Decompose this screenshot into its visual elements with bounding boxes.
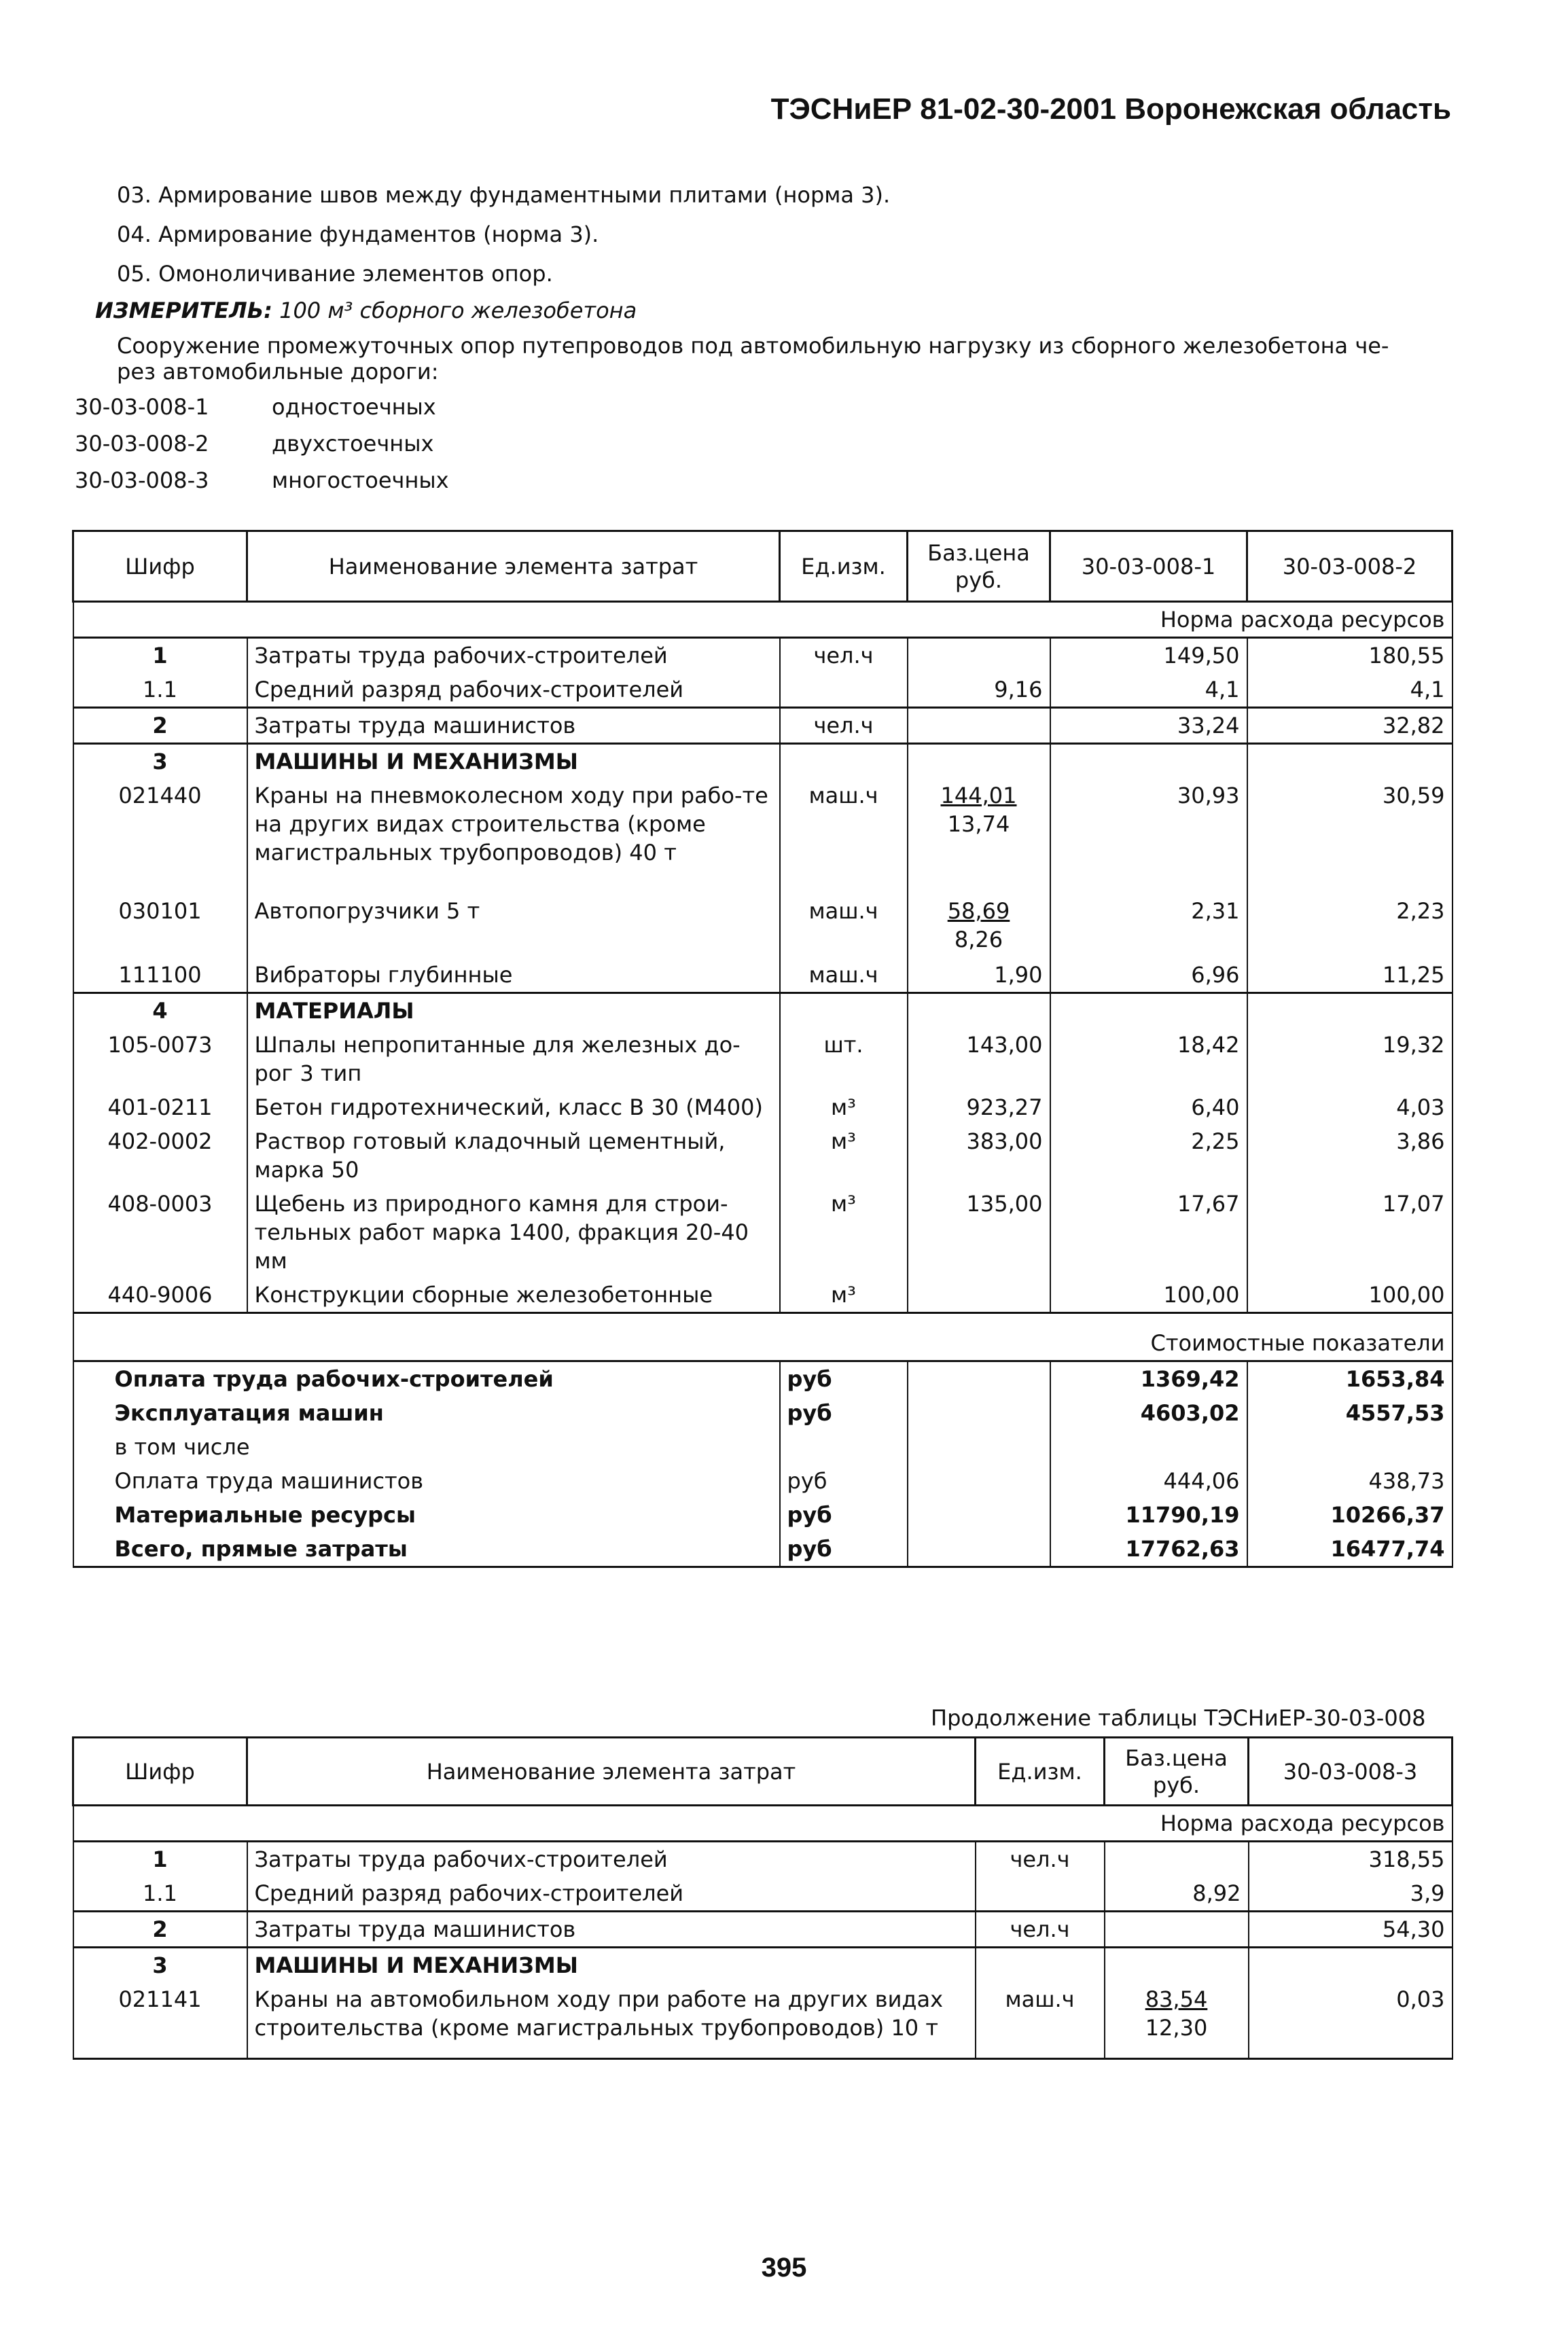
table-row: 2 Затраты труда машинистов чел.ч 54,30 (73, 1912, 1453, 1948)
continuation-caption: Продолжение таблицы ТЭСНиЕР-30-03-008 (931, 1705, 1426, 1731)
col-header-name: Наименование элемента затрат (247, 531, 780, 602)
code: 30-03-008-2 (75, 431, 209, 457)
code-name: многостоечных (272, 467, 449, 493)
section-row: 3 МАШИНЫ И МЕХАНИЗМЫ (73, 1948, 1453, 1983)
resource-table-2 (72, 1736, 1453, 2060)
page-number: 395 (761, 2253, 807, 2283)
cost-row: Оплата труда рабочих-строителей руб 1369,42 1653,84 (73, 1361, 1453, 1397)
col-header-name: Наименование элемента затрат (247, 1738, 976, 1806)
table-row: 401-0211 Бетон гидротехнический, класс В 30 (М400) м³ 923,27 6,40 4,03 (73, 1090, 1453, 1124)
code-name: одностоечных (272, 394, 436, 420)
cost-row: Всего, прямые затраты руб 17762,63 16477,74 (73, 1532, 1453, 1567)
table-row: 2 Затраты труда машинистов чел.ч 33,24 32,82 (73, 708, 1453, 744)
table-row: 030101 Автопогрузчики 5 т маш.ч 58,69 8,26 2,31 2,23 (73, 870, 1453, 958)
table-row: 1.1 Средний разряд рабочих-строителей 8,92 3,9 (73, 1876, 1453, 1912)
table-row: 021141 Краны на автомобильном ходу при работе на других видах строительства (кроме магистральных трубопроводов) 10 т маш.ч 83,54 12,30 0,03 (73, 1982, 1453, 2058)
norm-band: Норма расхода ресурсов (73, 1806, 1453, 1842)
measure-value: 100 м³ сборного железобетона (279, 298, 637, 323)
col-header-price: Баз.цена руб. (908, 531, 1050, 602)
col-header-code: Шифр (73, 1738, 247, 1806)
code: 30-03-008-3 (75, 467, 209, 493)
code-name: двухстоечных (272, 431, 434, 457)
cost-row: Оплата труда машинистов руб 444,06 438,73 (73, 1464, 1453, 1498)
intro-item: 05. Омоноличивание элементов опор. (117, 261, 553, 287)
table-row: 402-0002 Раствор готовый кладочный цементный, марка 50 м³ 383,00 2,25 3,86 (73, 1124, 1453, 1187)
col-header-norm-2: 30-03-008-2 (1247, 531, 1453, 602)
col-header-unit: Ед.изм. (976, 1738, 1105, 1806)
table-row: 105-0073 Шпалы непропитанные для железных до-рог 3 тип шт. 143,00 18,42 19,32 (73, 1028, 1453, 1090)
code-line (75, 394, 436, 420)
cost-band: Стоимостные показатели (73, 1313, 1453, 1361)
col-header-code: Шифр (73, 531, 247, 602)
norm-band: Норма расхода ресурсов (73, 602, 1453, 638)
document-header: ТЭСНиЕР 81-02-30-2001 Воронежская область (770, 92, 1451, 126)
measure-label: ИЗМЕРИТЕЛЬ: (95, 298, 272, 323)
col-header-norm-1: 30-03-008-1 (1050, 531, 1247, 602)
col-header-norm-3: 30-03-008-3 (1249, 1738, 1453, 1806)
table-row: 408-0003 Щебень из природного камня для строи-тельных работ марка 1400, фракция 20-40 мм м³ 135,00 17,67 17,07 (73, 1187, 1453, 1278)
code: 30-03-008-1 (75, 394, 209, 420)
cost-row: в том числе (73, 1430, 1453, 1464)
table-row: 021440 Краны на пневмоколесном ходу при рабо-те на других видах строительства (кроме магистральных трубопроводов) 40 т маш.ч 144,01 13,74 30,93 30,59 (73, 779, 1453, 870)
measure-line (95, 298, 637, 323)
table-row: 1.1 Средний разряд рабочих-строителей 9,16 4,1 4,1 (73, 673, 1453, 708)
col-header-unit: Ед.изм. (780, 531, 908, 602)
table-row: 440-9006 Конструкции сборные железобетонные м³ 100,00 100,00 (73, 1278, 1453, 1313)
table-row: 1 Затраты труда рабочих-строителей чел.ч 318,55 (73, 1842, 1453, 1877)
cost-row: Эксплуатация машин руб 4603,02 4557,53 (73, 1396, 1453, 1430)
table-row: 111100 Вибраторы глубинные маш.ч 1,90 6,96 11,25 (73, 958, 1453, 993)
intro-description: Сооружение промежуточных опор путепроводов под автомобильную нагрузку из сборного железобетона че- (117, 333, 1389, 359)
intro-description: рез автомобильные дороги: (117, 359, 439, 385)
section-row: 4 МАТЕРИАЛЫ (73, 993, 1453, 1029)
intro-item: 03. Армирование швов между фундаментными плитами (норма 3). (117, 182, 891, 208)
code-line (75, 431, 433, 457)
code-line (75, 467, 449, 493)
cost-row: Материальные ресурсы руб 11790,19 10266,37 (73, 1498, 1453, 1532)
table-row: 1 Затраты труда рабочих-строителей чел.ч 149,50 180,55 (73, 638, 1453, 673)
intro-item: 04. Армирование фундаментов (норма 3). (117, 221, 599, 247)
resource-table-1 (72, 530, 1453, 1568)
section-row: 3 МАШИНЫ И МЕХАНИЗМЫ (73, 744, 1453, 779)
col-header-price: Баз.цена руб. (1105, 1738, 1249, 1806)
